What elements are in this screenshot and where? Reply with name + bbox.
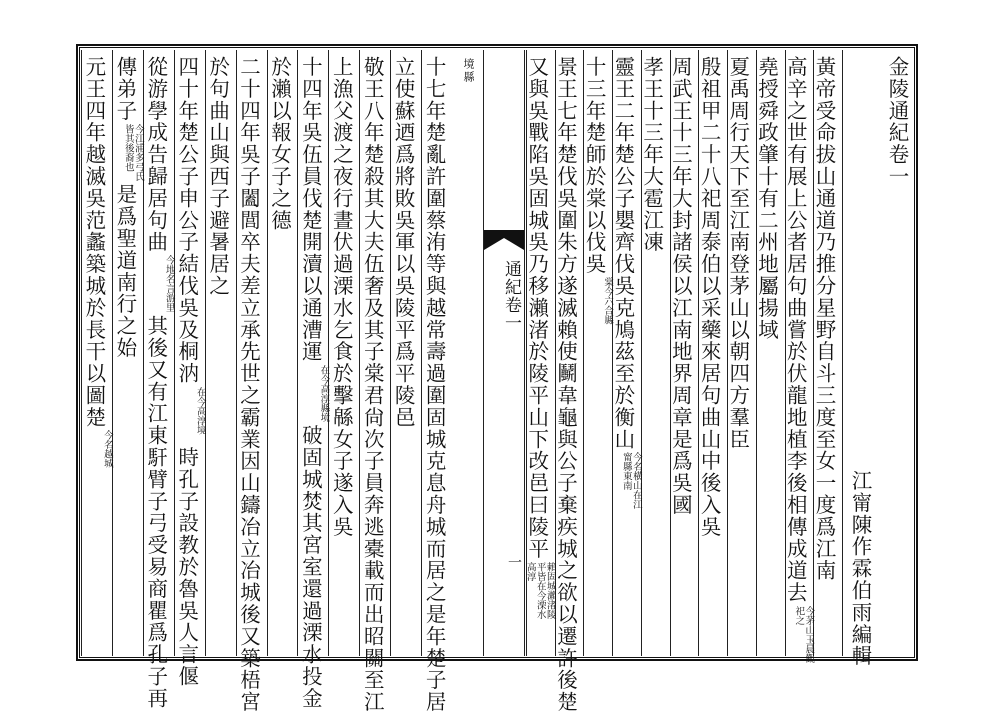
column-text-continued: 是爲聖道南行之始 [112, 183, 137, 359]
annotation-note: 今茅山玉晨觀祀之 [793, 605, 815, 663]
text-column [112, 50, 143, 656]
column-text: 從游學成告歸居句曲 [143, 56, 168, 254]
column-text: 境縣 [461, 58, 475, 84]
column-text: 敬王八年楚殺其大夫伍奢及其子棠君尙次子員奔逃橐載而出昭關至江 [360, 56, 385, 713]
annotation-note: 今江浦多弓氏皆其後裔也 [122, 123, 144, 181]
annotation-note: 今名越城 [101, 430, 113, 469]
annotation-note: 在今高淳境 [194, 386, 206, 434]
text-column [143, 50, 175, 710]
text-column [756, 50, 785, 656]
column-text: 高辛之世有展上公者居句曲嘗於伏龍地植李後相傳成道去 [783, 56, 808, 604]
annotation-note: 今名橫山在江甯縣東南 [620, 452, 642, 510]
book-title: 金陵通紀卷一 [885, 56, 909, 188]
text-column [641, 50, 670, 656]
text-column [81, 50, 112, 656]
column-text: 四十年楚公子申公子結伐吳及桐汭 [174, 56, 199, 385]
text-column [359, 50, 390, 713]
spine-page-number: 一 [506, 555, 522, 569]
text-column [526, 50, 555, 656]
column-text-continued: 時孔子設教於魯吳人言偃 [174, 446, 199, 688]
column-text-continued: 破固城焚其宮室還過溧水投金 [298, 424, 323, 710]
column-text: 堯授舜政肇十有二州地屬揚域 [754, 56, 779, 341]
column-text: 又與吳戰陷吳固城吳乃移瀨渚於陵平山下改邑曰陵平 [524, 56, 549, 560]
author-line: 江甯陳作霖伯雨編輯 [842, 50, 878, 656]
column-text: 十三年楚師於棠以伐吳 [582, 56, 607, 275]
column-text: 二十四年吳子闔閭卒夫差立承先世之霸業因山鑄冶立冶城後又築梧宮 [236, 56, 261, 713]
annotation-note: 棠今六合縣 [602, 277, 614, 325]
column-text: 周武王十三年大封諸侯以江南地界周章是爲吳國 [668, 56, 693, 516]
text-column [174, 50, 206, 688]
spine-title: 通紀卷一 [501, 260, 521, 332]
annotation-note: 在今高淳縣境 [318, 364, 330, 422]
column-text: 靈王二年楚公子嬰齊伐吳克鳩茲至於衡山 [610, 56, 635, 451]
text-column [328, 50, 359, 656]
column-text: 於瀨以報女子之德 [267, 56, 292, 232]
column-text: 十四年吳伍員伐楚開瀆以通漕運 [298, 56, 323, 363]
column-text: 上漁父渡之夜行晝伏過溧水乞食於擊緜女子遂入吳 [329, 56, 354, 538]
text-column [813, 50, 842, 656]
column-text: 殷祖甲二十八祀周泰伯以采藥來居句曲山中後入吳 [697, 56, 722, 538]
column-text: 於句曲山與西子避暑居之 [205, 56, 230, 297]
column-text: 孝王十三年大雹江凍 [639, 56, 664, 254]
text-column [297, 50, 330, 710]
annotation-note: 今地名言游里 [163, 255, 175, 313]
column-text: 景王七年楚伐吳圍朱方遂滅賴使鬭韋龜與公子棄疾城之欲以遷許後楚 [553, 56, 578, 713]
continuation-note [452, 50, 483, 656]
annotation-note: 賴固城瀨渚陵平皆在今溧水高淳 [524, 561, 556, 619]
text-column [421, 50, 452, 713]
text-column [698, 50, 727, 656]
text-column [783, 50, 815, 663]
column-text: 黃帝受命拔山通道乃推分星野自斗三度至女一度爲江南 [811, 56, 836, 582]
column-text: 十七年楚亂許圍蔡洧等與越常壽過圍固城克息舟城而居之是年楚子居 [422, 56, 447, 713]
column-text: 元王四年越滅吳范蠡築城於長干以圖楚 [81, 56, 106, 429]
text-column [267, 50, 298, 656]
text-column [612, 50, 641, 656]
text-column [236, 50, 267, 713]
text-column [205, 50, 236, 656]
text-column [553, 50, 584, 713]
text-column [390, 50, 421, 656]
text-column [670, 50, 699, 656]
text-column [583, 50, 612, 656]
column-text: 立使蘇迺爲將敗吳軍以吳陵平爲平陵邑 [391, 56, 416, 429]
text-column [727, 50, 756, 656]
column-text: 傳弟子 [112, 56, 137, 122]
column-text-continued: 其後又有江東馯臂子弓受易商瞿爲孔子再 [143, 315, 168, 710]
column-text: 夏禹周行天下至江南登茅山以朝四方羣臣 [725, 56, 750, 451]
